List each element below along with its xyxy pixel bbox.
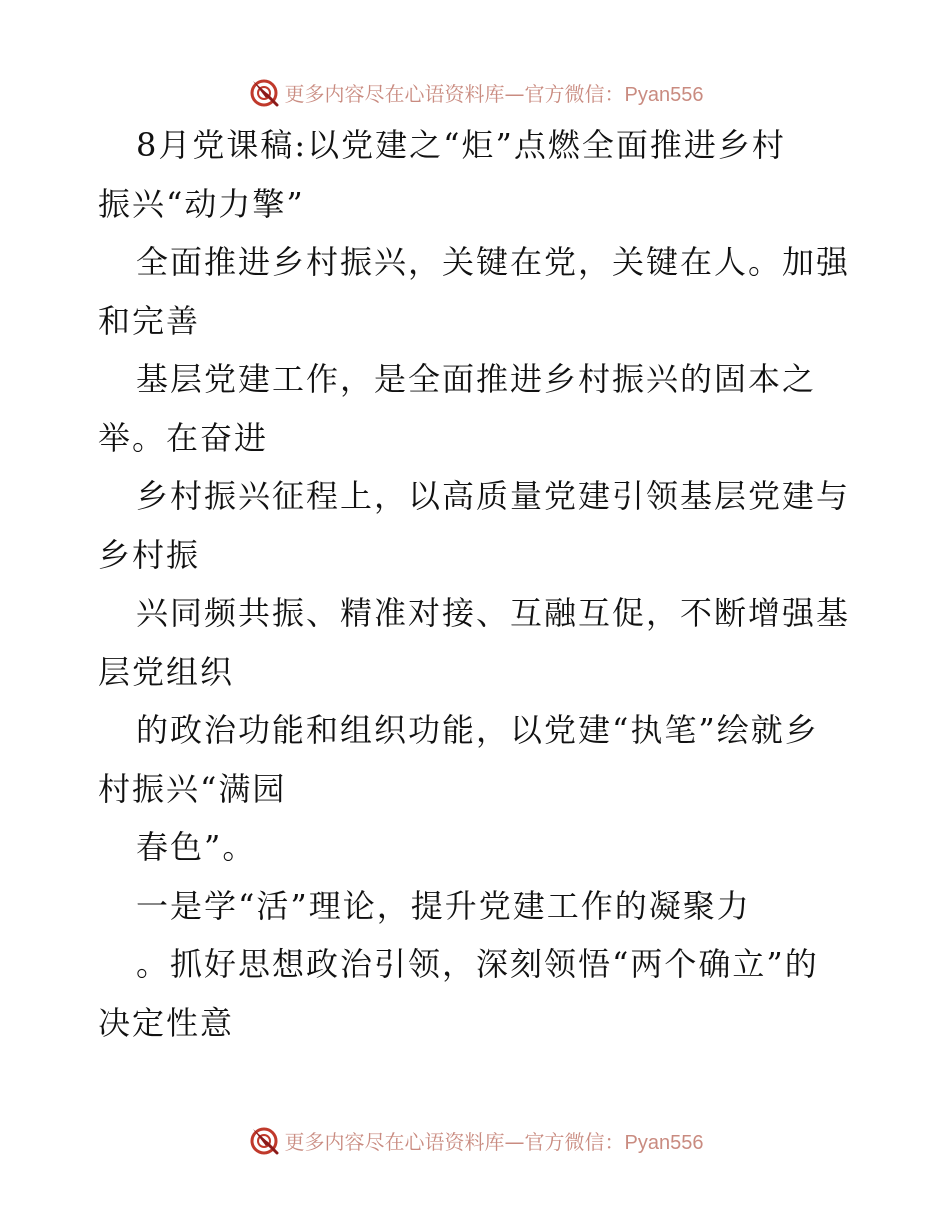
text-line: 春色”。 <box>136 828 257 866</box>
watermark-slogan: 更多内容尽在心语资料库 <box>284 1129 505 1154</box>
watermark-dash: — <box>504 81 525 106</box>
header-watermark <box>0 72 950 112</box>
watermark-text <box>285 78 704 107</box>
text-line: 全面推进乡村振兴，关键在党，关键在人。加强 <box>136 243 851 281</box>
text-line: 举。在奋进 <box>98 418 269 457</box>
watermark-wechat-id: Pyan556 <box>624 1131 704 1154</box>
text-line: 一是学“活”理论，提升党建工作的凝聚力 <box>136 886 751 925</box>
footer-watermark <box>0 1120 950 1160</box>
text-line: 振兴“动力擎” <box>98 184 305 223</box>
watermark-dash: — <box>504 1129 525 1154</box>
brush-logo-icon <box>247 75 281 109</box>
watermark-wechat-id: Pyan556 <box>624 83 704 106</box>
text-line: 基层党建工作，是全面推进乡村振兴的固本之 <box>136 360 817 398</box>
text-line: 8月党课稿:以党建之“炬”点燃全面推进乡村 <box>136 126 786 164</box>
text-line: 村振兴“满园 <box>98 769 287 808</box>
watermark-text <box>285 1126 704 1155</box>
watermark-label: 官方微信： <box>524 81 625 106</box>
document-body <box>98 116 898 1052</box>
text-line: 和完善 <box>98 301 201 340</box>
text-line: 乡村振兴征程上，以高质量党建引领基层党建与 <box>136 477 851 515</box>
text-line: 层党组织 <box>98 652 235 691</box>
text-line: 乡村振 <box>98 535 201 574</box>
watermark-slogan: 更多内容尽在心语资料库 <box>284 81 505 106</box>
text-line: 的政治功能和组织功能，以党建“执笔”绘就乡 <box>136 711 819 749</box>
text-line: 。抓好思想政治引领，深刻领悟“两个确立”的 <box>136 945 819 983</box>
text-line: 决定性意 <box>98 1003 235 1042</box>
text-line: 兴同频共振、精准对接、互融互促，不断增强基 <box>136 594 851 632</box>
watermark-label: 官方微信： <box>524 1129 625 1154</box>
brush-logo-icon <box>247 1123 281 1157</box>
